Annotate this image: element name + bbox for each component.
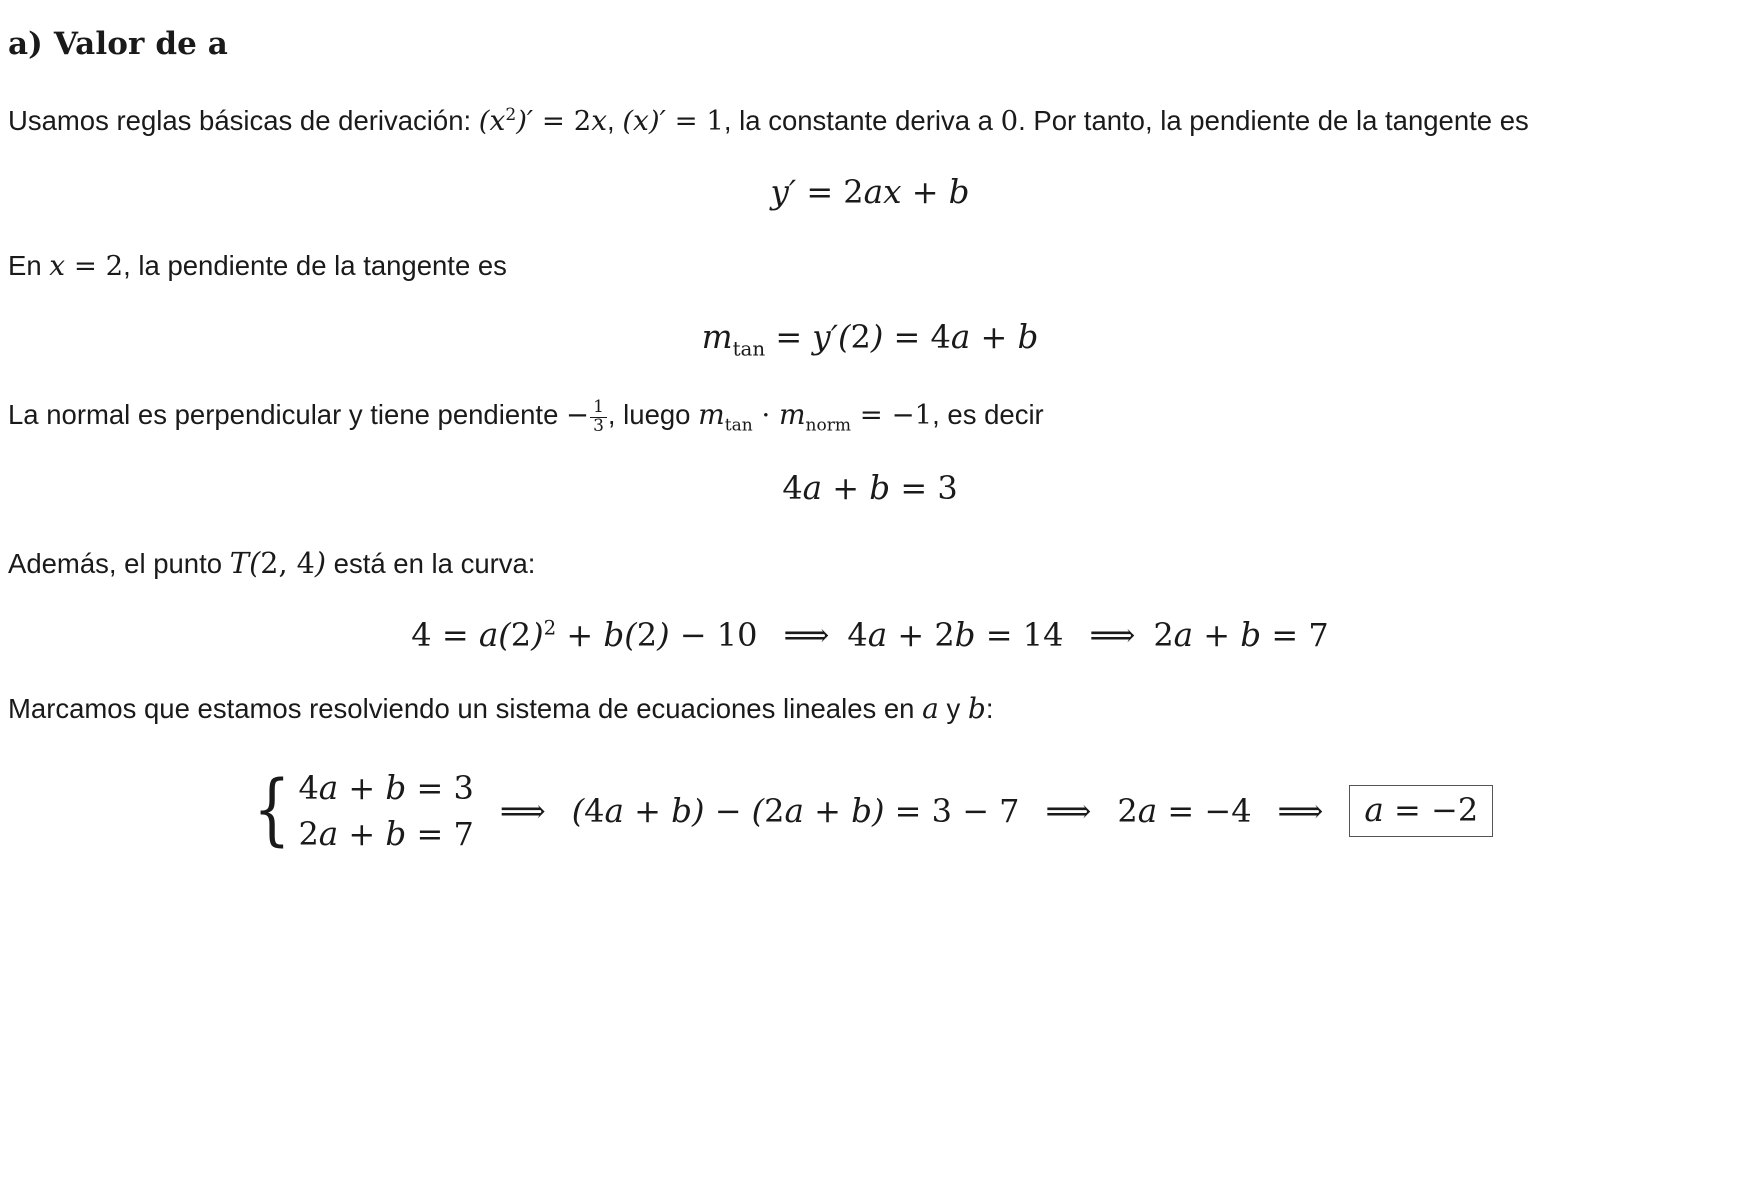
equation-derivative — [0, 173, 1740, 211]
equation-system — [247, 765, 474, 858]
implies-arrow-1: ⟹ — [499, 792, 546, 831]
paragraph-3-text-3: , es decir — [932, 398, 1044, 430]
paragraph-5 — [8, 688, 1648, 731]
equation-substitute-point-math: $4 = a(2)^2 + b(2) - 10$ ⟹ 4a + 2b = 14 ⟹ 2a + b = 7 — [411, 615, 1329, 654]
equation-4a-plus-b-math: 4a + b = 3 — [782, 469, 958, 508]
paragraph-1-text-3: , la constante deriva a — [723, 105, 1001, 136]
inline-math-b: b — [967, 691, 986, 725]
boxed-result: a = −2 — [1349, 785, 1493, 837]
equation-mtan-math: $m_{tan} = y'(2) = 4a + b$ — [701, 317, 1039, 360]
paragraph-4 — [8, 541, 1648, 585]
inline-math-a: a — [922, 691, 939, 725]
equation-4a-plus-b-equals-3 — [0, 469, 1740, 507]
implies-arrow-2: ⟹ — [1045, 792, 1092, 831]
system-solution-line — [0, 765, 1740, 858]
system-step-2: 2a = −4 — [1117, 792, 1252, 831]
inline-math-derivative-x2: $(x^2)' = 2x$ — [478, 104, 608, 137]
paragraph-3 — [8, 394, 1648, 439]
paragraph-2-text-1: En — [8, 249, 50, 281]
equation-substitute-point — [0, 616, 1740, 654]
paragraph-4-text-2: está en la curva: — [326, 548, 536, 580]
paragraph-1 — [8, 100, 1648, 143]
system-row-2: 2a + b = 7 — [298, 815, 474, 854]
paragraph-2-text-2: , la pendiente de la tangente es — [123, 249, 507, 281]
page-title: a) Valor de a — [8, 26, 228, 62]
system-step-1: (4a + b) − (2a + b) = 3 − 7 — [571, 792, 1020, 831]
inline-math-mtan-mnorm: $m_{tan} \cdot m_{norm} = -1$ — [698, 397, 933, 436]
left-brace-icon: { — [253, 765, 291, 856]
implies-arrow-3: ⟹ — [1277, 792, 1324, 831]
paragraph-1-text-4: . Por tanto, la pendiente de la tangente es — [1018, 105, 1529, 136]
paragraph-5-text-2: y — [938, 692, 968, 724]
inline-math-derivative-x: (x)′ = 1 — [622, 104, 724, 137]
paragraph-1-text-2: , — [607, 105, 623, 136]
paragraph-5-text-3: : — [985, 692, 994, 724]
inline-math-point-T: T(2, 4) — [229, 546, 327, 581]
paragraph-1-text-1: Usamos reglas básicas de derivación: — [8, 105, 479, 136]
paragraph-4-text-1: Además, el punto — [8, 548, 230, 580]
paragraph-2 — [8, 245, 1648, 288]
equation-mtan — [0, 318, 1740, 360]
inline-math-x-equals-2: x = 2 — [49, 248, 124, 282]
paragraph-3-text-1: La normal es perpendicular y tiene pendiente — [8, 398, 567, 430]
equation-derivative-math: y′ = 2ax + b — [770, 172, 970, 211]
inline-math-zero: 0 — [1000, 105, 1019, 137]
paragraph-3-text-2: , luego — [607, 398, 699, 430]
system-row-1: 4a + b = 3 — [298, 768, 474, 807]
inline-math-minus-one-third: − $\frac{1}{3}$ — [566, 399, 608, 431]
paragraph-5-text-1: Marcamos que estamos resolviendo un sistema de ecuaciones lineales en — [8, 692, 923, 724]
